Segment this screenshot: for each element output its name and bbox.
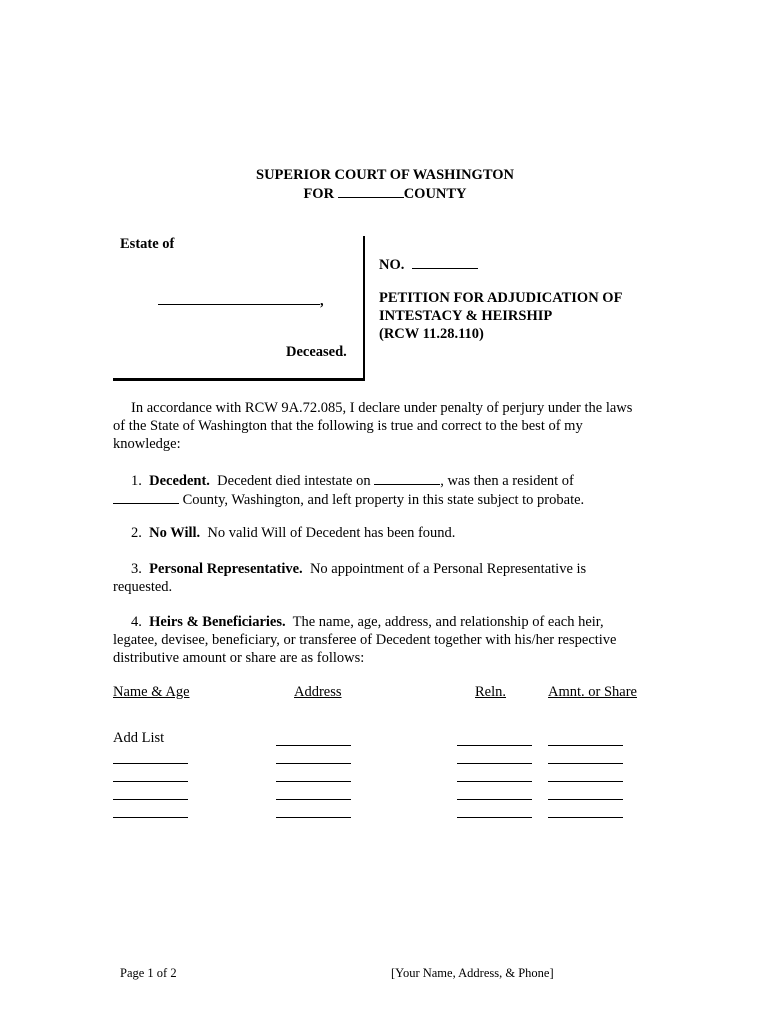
item-decedent-line2 <box>113 490 673 509</box>
item-no-will-text: No valid Will of Decedent has been found. <box>207 525 456 541</box>
item-no-will-heading: No Will. <box>149 525 201 541</box>
col-header-share: Amnt. or Share <box>548 684 637 700</box>
address-blank[interactable] <box>276 750 351 764</box>
item-heirs-text-line3: distributive amount or share are as follows: <box>113 650 365 666</box>
reln-blank[interactable] <box>457 804 532 818</box>
col-header-address: Address <box>294 684 342 700</box>
item-heirs-number: 4. <box>131 614 142 630</box>
reln-blank[interactable] <box>457 768 532 782</box>
declaration-line3: knowledge: <box>113 436 181 452</box>
address-blank[interactable] <box>276 804 351 818</box>
item-pr-text-line1: No appointment of a Personal Representative is <box>309 561 587 577</box>
declaration-line2: of the State of Washington that the following is true and correct to the best of my <box>113 418 583 434</box>
footer-contact: [Your Name, Address, & Phone] <box>391 966 554 980</box>
deceased-label: Deceased. <box>286 344 347 360</box>
petition-title <box>379 289 622 343</box>
residence-county-blank[interactable] <box>113 490 179 504</box>
decedent-name-line <box>158 291 324 310</box>
item-heirs-text-line1: The name, age, address, and relationship of each heir, <box>292 614 604 630</box>
reln-blank[interactable] <box>457 786 532 800</box>
add-list-label: Add List <box>113 730 165 746</box>
page-number: Page 1 of 2 <box>120 966 177 980</box>
decedent-name-comma: , <box>320 293 324 309</box>
item-decedent-number: 1. <box>131 473 142 489</box>
reln-blank[interactable] <box>457 732 532 746</box>
item-pr-text-line2: requested. <box>113 579 173 595</box>
declaration-paragraph <box>113 399 673 453</box>
name-age-blank[interactable] <box>113 750 188 764</box>
item-pr-number: 3. <box>131 561 142 577</box>
address-blank[interactable] <box>276 768 351 782</box>
decedent-name-blank[interactable] <box>158 291 320 305</box>
item-decedent-heading: Decedent. <box>149 473 210 489</box>
col-header-reln: Reln. <box>475 684 507 700</box>
share-blank[interactable] <box>548 804 623 818</box>
name-age-blank[interactable] <box>113 768 188 782</box>
county-suffix: COUNTY <box>403 186 467 202</box>
declaration-line1: In accordance with RCW 9A.72.085, I declare under penalty of perjury under the laws <box>131 400 633 416</box>
name-age-blank[interactable] <box>113 804 188 818</box>
item-no-will-number: 2. <box>131 525 142 541</box>
court-header <box>0 166 770 203</box>
item-personal-representative <box>113 560 673 596</box>
death-date-blank[interactable] <box>374 471 440 485</box>
petition-title-line1: PETITION FOR ADJUDICATION OF <box>379 290 623 306</box>
caption-vertical-rule <box>363 236 365 381</box>
item-no-will <box>113 524 673 542</box>
share-blank[interactable] <box>548 750 623 764</box>
case-caption <box>113 236 673 382</box>
address-blank[interactable] <box>276 732 351 746</box>
name-age-blank[interactable] <box>113 786 188 800</box>
county-line <box>0 184 770 203</box>
petition-title-line2: INTESTACY & HEIRSHIP <box>379 308 553 324</box>
item-decedent-text-c: County, Washington, and left property in this state subject to probate. <box>182 492 585 508</box>
estate-of-label: Estate of <box>120 236 175 252</box>
item-decedent <box>113 471 673 509</box>
col-header-name-age: Name & Age <box>113 684 190 700</box>
share-blank[interactable] <box>548 768 623 782</box>
case-number-label: NO. <box>379 257 405 273</box>
case-number-blank[interactable] <box>412 255 478 269</box>
county-prefix: FOR <box>303 186 338 202</box>
item-decedent-line1 <box>113 471 673 490</box>
item-heirs-text-line2: legatee, devisee, beneficiary, or transferee of Decedent together with his/her respective <box>113 632 617 648</box>
reln-blank[interactable] <box>457 750 532 764</box>
item-decedent-text-b: , was then a resident of <box>440 473 574 489</box>
share-blank[interactable] <box>548 786 623 800</box>
item-heirs-heading: Heirs & Beneficiaries. <box>149 614 286 630</box>
county-blank[interactable] <box>338 184 404 198</box>
item-decedent-text-a: Decedent died intestate on <box>217 473 371 489</box>
court-title: SUPERIOR COURT OF WASHINGTON <box>256 167 514 183</box>
address-blank[interactable] <box>276 786 351 800</box>
case-number-line <box>379 255 478 274</box>
share-blank[interactable] <box>548 732 623 746</box>
caption-horizontal-rule <box>113 378 365 381</box>
petition-title-line3: (RCW 11.28.110) <box>379 326 484 342</box>
item-heirs <box>113 613 673 667</box>
item-pr-heading: Personal Representative. <box>149 561 303 577</box>
